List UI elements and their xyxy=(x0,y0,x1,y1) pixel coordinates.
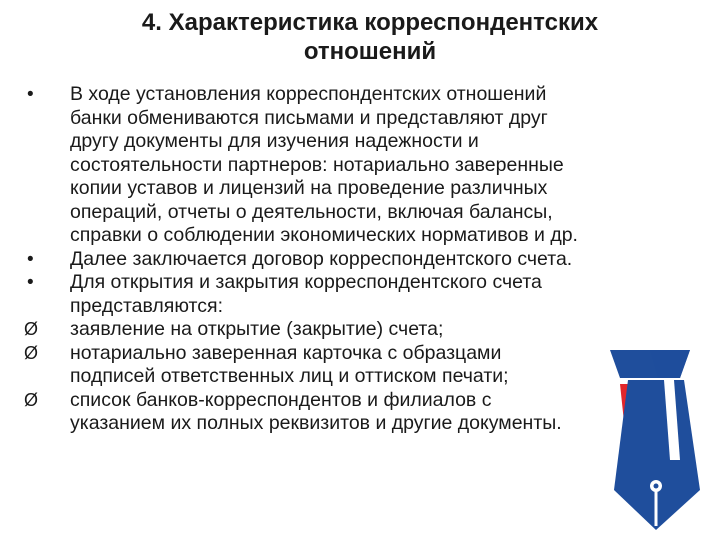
bullet-list-item xyxy=(24,248,694,272)
bullet-dot-icon: • xyxy=(27,84,34,105)
necktie-pen-nib-icon xyxy=(598,340,708,530)
bullet-text-line: указанием их полных реквизитов и другие документы. xyxy=(70,412,562,434)
bullet-list-item xyxy=(24,83,694,248)
arrow-list-item xyxy=(24,342,694,389)
arrow-bullet-icon: Ø xyxy=(24,389,39,410)
bullet-text-line: список банков-корреспондентов и филиалов с xyxy=(70,388,492,411)
bullet-list xyxy=(24,83,694,436)
arrow-bullet-icon: Ø xyxy=(24,342,39,363)
tie-nib-hole-inner xyxy=(654,484,659,489)
slide-title-line-1: 4. Характеристика корреспондентских xyxy=(141,9,599,36)
bullet-text-line: другу документы для изучения надежности и xyxy=(70,130,479,152)
bullet-text-line: подписей ответственных лиц и оттиском печати; xyxy=(70,365,509,387)
arrow-list-item xyxy=(24,318,694,342)
bullet-text-line: банки обмениваются письмами и представляют друг xyxy=(70,106,548,129)
arrow-list-item xyxy=(24,389,694,436)
bullet-text-line: Далее заключается договор корреспондентского счета. xyxy=(70,247,573,270)
bullet-text-line: состоятельности партнеров: нотариально заверенные xyxy=(70,153,564,176)
slide-title-line-2: отношений xyxy=(303,38,437,65)
bullet-text-line: нотариально заверенная карточка с образцами xyxy=(70,341,502,364)
bullet-text-line: представляются: xyxy=(70,294,223,317)
bullet-dot-icon: • xyxy=(27,248,34,270)
slide-title xyxy=(60,8,680,66)
bullet-list-item xyxy=(24,271,694,318)
bullet-text-line: В ходе установления корреспондентских отношений xyxy=(70,83,547,105)
bullet-dot-icon: • xyxy=(27,272,34,293)
bullet-text-line: копии уставов и лицензий на проведение различных xyxy=(70,177,548,199)
bullet-text-line: операций, отчеты о деятельности, включая балансы, xyxy=(70,200,553,223)
bullet-text-line: заявление на открытие (закрытие) счета; xyxy=(70,318,444,340)
arrow-bullet-icon: Ø xyxy=(24,319,39,339)
bullet-text-line: Для открытия и закрытия корреспондентского счета xyxy=(70,271,542,293)
bullet-text-line: справки о соблюдении экономических нормативов и др. xyxy=(70,224,578,246)
